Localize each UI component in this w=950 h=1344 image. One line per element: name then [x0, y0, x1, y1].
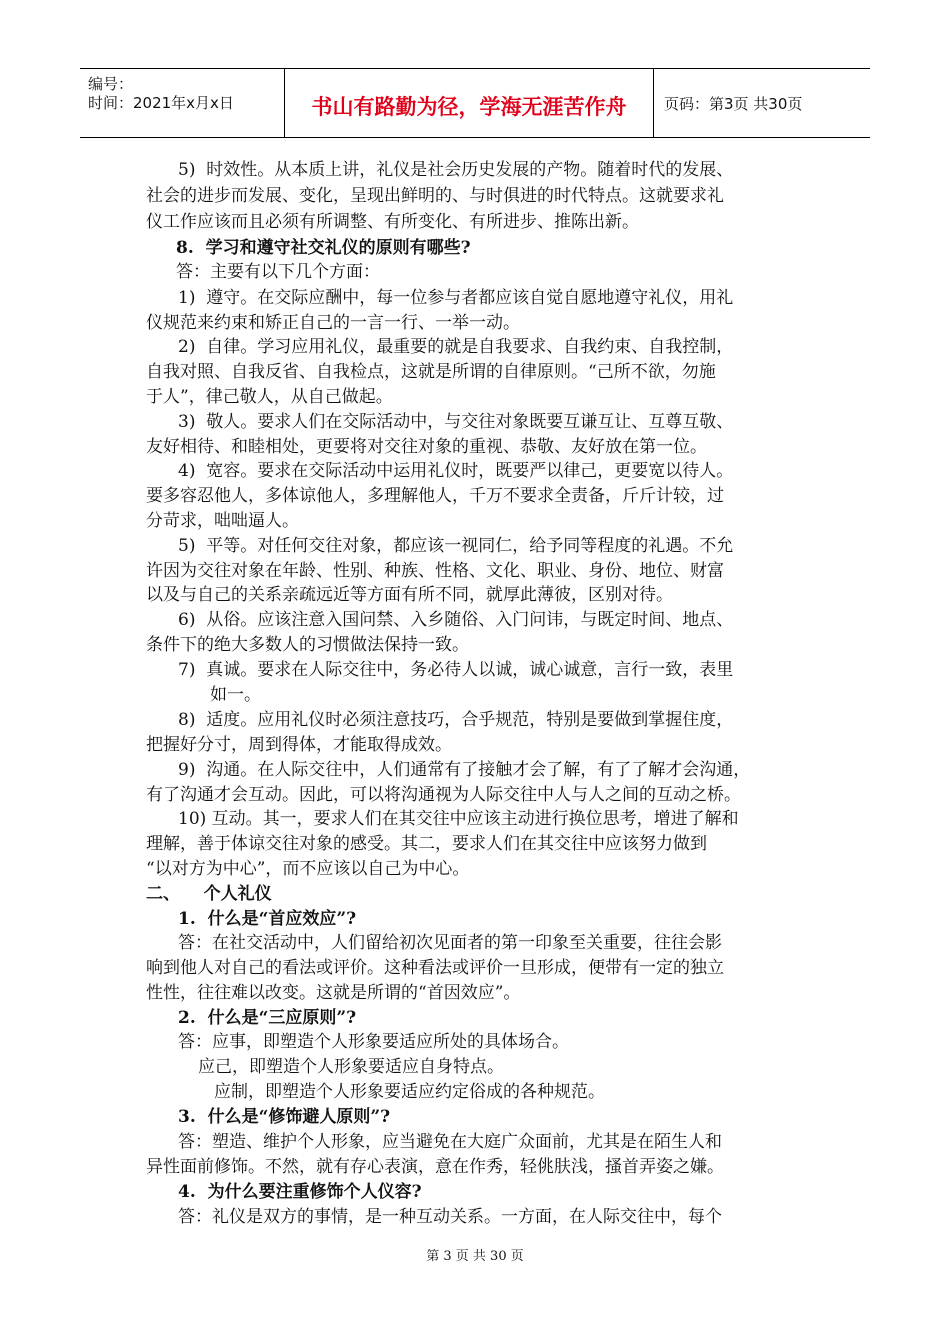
body-line: 3) 敬人。要求人们在交际活动中，与交往对象既要互谦互让、互尊互敬、 [178, 412, 734, 432]
body-line: 答：塑造、维护个人形象，应当避免在大庭广众面前，尤其是在陌生人和 [178, 1132, 722, 1152]
body-line: 4) 宽容。要求在交际活动中运用礼仪时，既要严以律己，更要宽以待人。 [178, 461, 734, 481]
header-motto: 书山有路勤为径，学海无涯苦作舟 [311, 95, 627, 119]
page-footer: 第 3 页 共 30 页 [426, 1249, 524, 1264]
body-line: 以及与自己的关系亲疏远近等方面有所不同，就厚此薄彼，区别对待。 [146, 585, 673, 605]
question-heading: 1. 什么是“首应效应”? [178, 909, 357, 929]
question-heading: 3. 什么是“修饰避人原则”? [178, 1107, 391, 1127]
body-line: 于人”，律己敬人，从自己做起。 [146, 387, 393, 407]
body-line: 9) 沟通。在人际交往中，人们通常有了接触才会了解，有了了解才会沟通， [178, 760, 751, 780]
body-line: 1) 遵守。在交际应酬中，每一位参与者都应该自觉自愿地遵守礼仪，用礼 [178, 288, 734, 308]
question-heading: 2. 什么是“三应原则”? [178, 1008, 357, 1028]
body-line: 6) 从俗。应该注意入国问禁、入乡随俗、入门问讳，与既定时间、地点、 [178, 610, 734, 630]
document-time-label: 时间：2021年x月x日 [88, 94, 234, 112]
header-page-info: 页码：第3页 共30页 [664, 95, 803, 113]
header-page-cell [654, 69, 870, 137]
page-header [80, 68, 870, 138]
body-line: 8) 适度。应用礼仪时必须注意技巧，合乎规范，特别是要做到掌握住度， [178, 710, 734, 730]
body-line: 2) 自律。学习应用礼仪，最重要的就是自我要求、自我约束、自我控制， [178, 337, 734, 357]
body-line: 理解，善于体谅交往对象的感受。其二，要求人们在其交往中应该努力做到 [146, 834, 707, 854]
body-line: “以对方为中心”，而不应该以自己为中心。 [146, 859, 470, 879]
body-line: 有了沟通才会互动。因此，可以将沟通视为人际交往中人与人之间的互动之桥。 [146, 785, 741, 805]
body-line: 异性面前修饰。不然，就有存心表演，意在作秀，轻佻肤浅，搔首弄姿之嫌。 [146, 1157, 724, 1177]
body-line: 许因为交往对象在年龄、性别、种族、性格、文化、职业、身份、地位、财富 [146, 561, 724, 581]
section-heading: 二、 个人礼仪 [146, 884, 272, 904]
body-line: 要多容忍他人，多体谅他人，多理解他人，千万不要求全责备，斤斤计较，过 [146, 486, 724, 506]
header-motto-cell [285, 69, 654, 137]
body-line: 5) 时效性。从本质上讲，礼仪是社会历史发展的产物。随着时代的发展、 [178, 160, 734, 180]
body-line: 答：礼仪是双方的事情，是一种互动关系。一方面，在人际交往中，每个 [178, 1207, 722, 1227]
body-line: 仪规范来约束和矫正自己的一言一行、一举一动。 [146, 313, 520, 333]
header-meta [80, 69, 285, 137]
body-line: 友好相待、和睦相处，更要将对交往对象的重视、恭敬、友好放在第一位。 [146, 437, 707, 457]
body-line: 答：主要有以下几个方面： [176, 262, 380, 282]
body-line: 自我对照、自我反省、自我检点，这就是所谓的自律原则。“己所不欲，勿施 [146, 362, 716, 382]
body-line: 5) 平等。对任何交往对象，都应该一视同仁，给予同等程度的礼遇。不允 [178, 536, 734, 556]
body-line: 把握好分寸，周到得体，才能取得成效。 [146, 735, 452, 755]
body-line: 10) 互动。其一，要求人们在其交往中应该主动进行换位思考，增进了解和 [178, 809, 739, 829]
document-number-label: 编号： [88, 75, 134, 93]
body-line: 响到他人对自己的看法或评价。这种看法或评价一旦形成，便带有一定的独立 [146, 958, 724, 978]
body-line: 答：应事，即塑造个人形象要适应所处的具体场合。 [178, 1032, 569, 1052]
body-line: 性性，往往难以改变。这就是所谓的“首因效应”。 [146, 983, 521, 1003]
question-heading: 8. 学习和遵守社交礼仪的原则有哪些? [176, 238, 471, 258]
body-line: 答：在社交活动中，人们留给初次见面者的第一印象至关重要，往往会影 [178, 933, 722, 953]
body-line: 分苛求，咄咄逼人。 [146, 511, 299, 531]
body-line: 应己，即塑造个人形象要适应自身特点。 [198, 1057, 504, 1077]
body-line: 7) 真诚。要求在人际交往中，务必待人以诚，诚心诚意，言行一致，表里 [178, 660, 734, 680]
body-line: 仪工作应该而且必须有所调整、有所变化、有所进步、推陈出新。 [146, 212, 639, 232]
body-line: 如一。 [210, 685, 261, 705]
body-line: 条件下的绝大多数人的习惯做法保持一致。 [146, 635, 469, 655]
body-line: 社会的进步而发展、变化，呈现出鲜明的、与时俱进的时代特点。这就要求礼 [146, 186, 724, 206]
body-line: 应制，即塑造个人形象要适应约定俗成的各种规范。 [214, 1082, 605, 1102]
question-heading: 4. 为什么要注重修饰个人仪容? [178, 1182, 422, 1202]
